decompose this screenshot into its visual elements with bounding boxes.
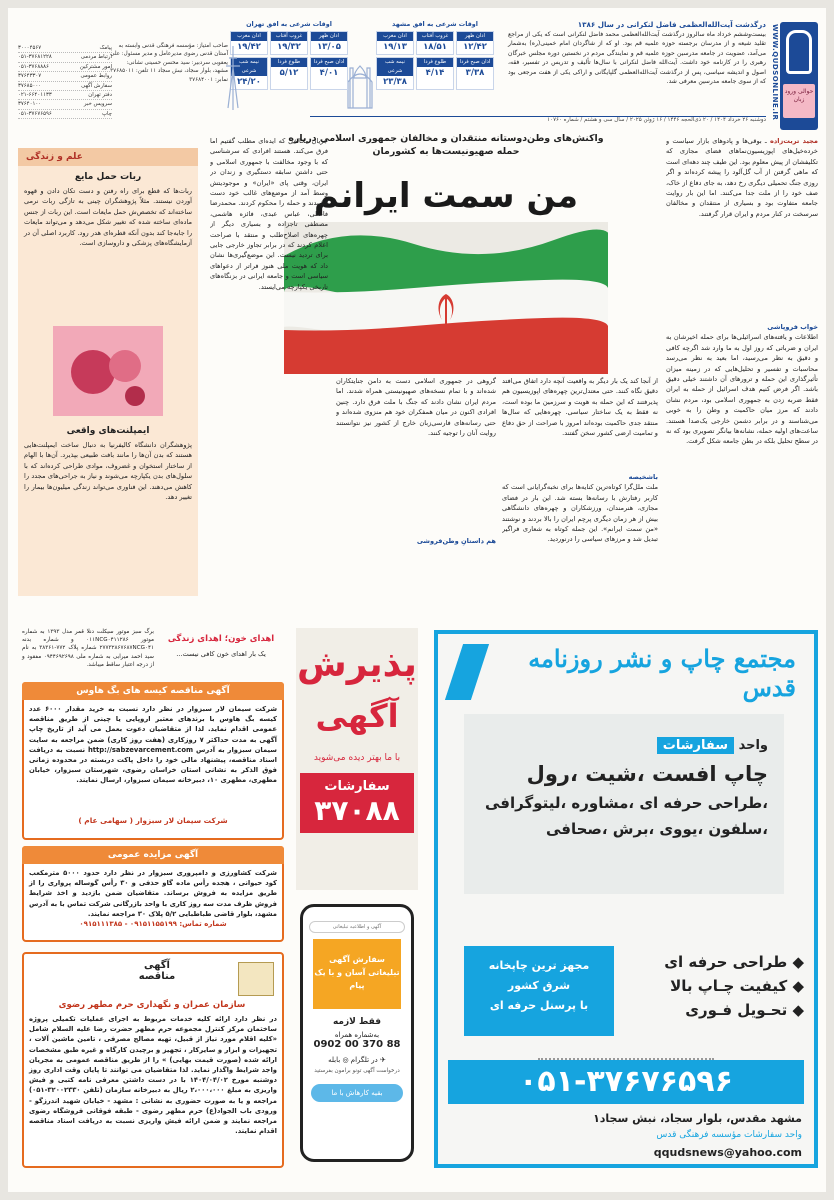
shrine-logo-icon	[238, 962, 274, 996]
prayer-value: ۱۲/۴۲	[463, 42, 487, 52]
subheading: خواب فروپاشی	[767, 323, 818, 331]
prayer-label: اذان ظهر	[457, 32, 493, 41]
prayer-times-mashhad	[376, 20, 494, 116]
tag-panel	[464, 946, 614, 1036]
print-email[interactable]: qqudsnews@yahoo.com	[653, 1146, 802, 1159]
prayer-label: اذان صبح فردا	[457, 58, 493, 67]
prayer-value: ۳/۳۸	[465, 68, 485, 78]
services-line: چاپ افست ،شیت ،رول	[526, 762, 768, 786]
prayer-city: اوقات شرعی به افق تهران	[246, 20, 332, 28]
body-paragraph: اطلاعات و یافته‌های اسرائیلی‌ها برای حمله اخیرشان به ایران و ضرباتی که روز اول به ما وارد شد اگرچه کافی و دقیق به نظر می‌رسید، اما بعید به نظر می‌رسد محاسبات و تفسیر و تحلیل‌هایی که در زمینه میزان تأثیرگذاری این حمله و ترورهای آن داشتند خیلی دقیق باشد. اگر فرض کنیم هدف اسرائیل از حمله به ایران فقط ضربه زدن به جمهوری اسلامی بود، مردم نشان دادند که مرز میان حاکمیت و وطن را به خوبی می‌شناسند و در برابر دشمن خارجی یک‌صدا هستند. ساعت‌های اولیه حمله، نشانه‌ها بیانگر تصویری بود که نه در سطح تحلیل بلکه در بطن جامعه شکل گرفت.	[666, 333, 818, 446]
prayer-value: ۱۸/۵۱	[423, 42, 447, 52]
contact-key: پیامک	[99, 45, 112, 51]
phone-ad-card: سفارش آگهی تبلیغاتی آسان و با یک پیام	[313, 939, 401, 1009]
quds-logo[interactable]	[780, 22, 818, 130]
lead-paragraph	[666, 136, 818, 316]
lead-text: ـ بوقی‌ها و پادوهای بازار سیاست و خرده‌خیل‌های اپوزیسیون‌نماهای فضای مجازی که تکلیفشان از پیش معلوم بود. این طیف چند دهه‌ای است که ماهی گرفتن از آب گل‌آلود را پیشه کرده‌اند و اگر روزی جنگ تحمیلی دیگری رخ دهد، به جای دفاع از خاک، صف خود را از ملت جدا می‌کنند. اما این بار روایت جامعه متفاوت بود و بسیاری از منتقدان و مخالفان سرسخت در کنار مردم و ایران قرار گرفتند.	[666, 137, 818, 218]
prayer-label: طلوع فردا	[417, 58, 453, 67]
contact-key: ارتباط مردمی	[80, 54, 112, 61]
contact-value: ۰۲۱-۶۶۴۰۱۱۳۳	[18, 92, 52, 99]
contact-key: سرویس خبر	[83, 101, 112, 108]
prayer-value: ۱۹/۱۳	[383, 42, 407, 52]
tag-line: شرق کشور	[507, 979, 571, 992]
phone-number[interactable]: 0902 00 370 88	[313, 1039, 401, 1050]
prayer-label: اذان مغرب	[377, 32, 413, 41]
science-title: ربات حمل مایع	[74, 172, 142, 182]
benefit-text: تحـویل فـوری	[685, 1001, 788, 1019]
orders-label: سفارشات	[657, 737, 734, 754]
prayer-value: ۴/۱۴	[425, 68, 445, 78]
anniversary-title: درگذشت آیت‌الله‌العظمی فاضل لنکرانی در سال ۱۳۸۶	[577, 20, 766, 29]
section-label: علم و زندگی	[18, 148, 198, 166]
prayer-label: طلوع فردا	[271, 58, 307, 67]
prayer-value: ۴/۰۱	[319, 68, 339, 78]
prayer-label: اذان ظهر	[311, 32, 347, 41]
author-name: مجید تربت‌زاده	[769, 137, 818, 145]
orders-line	[657, 738, 768, 753]
blood-donation-box	[22, 628, 280, 678]
acceptance-phone[interactable]: ۳۷۰۸۸	[314, 794, 400, 827]
phone-search-bar[interactable]: آگهی و اطلاعیه تبلیغاتی	[309, 921, 405, 933]
dateline: دوشنبه ۲۶ خرداد ۱۴۰۴ / ۲۰ ذی‌الحجه ۱۴۴۶ / ۱۶ ژوئن ۲۰۲۵ / سال سی و هشتم / شماره ۱۰۷۶۰	[310, 116, 766, 126]
contact-row	[18, 72, 112, 81]
contact-value: ۳۷۶۴۳۳۰۷	[18, 73, 42, 80]
anniversary-text: بیست‌وششم خرداد ماه سالروز درگذشت آیت‌الله‌العظمی محمد فاضل لنکرانی است که یکی از مراجع تقلید شیعه و از مدرسان برجسته حوزه علمیه قم بود. او که از شاگردان امام خمینی(ره) به‌شمار می‌آمد، عضویت در جامعه مدرسین حوزه علمیه قم و نمایندگی مردم در نخستین دوره مجلس خبرگان رهبری را در کارنامه خود داشت. آیت‌الله فاضل لنکرانی با سال‌ها تألیف و تدریس در تفسیر، فقه، اصول و اندیشه سیاسی، پس از درگذشت آیت‌الله‌العظمی گلپایگانی و اراکی یکی از هفت مرجعی بود که از سوی جامعه مدرسین معرفی شد.	[508, 31, 766, 86]
robot-liquid-image	[53, 326, 163, 416]
shrine-heading-2: مناقصه	[138, 971, 176, 982]
tender-ad-baghouse	[22, 682, 284, 840]
acceptance-orders: سفارشات	[324, 779, 390, 794]
tag-line: با پرسنل حرفه ای	[489, 999, 589, 1012]
contact-value: ۰۵۱-۳۷۶۸۸۸۶	[18, 63, 49, 70]
blood-title: اهدای خون؛ اهدای زندگی	[167, 634, 275, 644]
contact-value: ۳۷۶۸۵۰۰۰	[18, 82, 42, 89]
pink-label: حوالی ورود زبان	[783, 84, 815, 118]
phone-channels	[303, 1056, 411, 1064]
bale-icon: ◎	[342, 1056, 349, 1064]
body-paragraph: ملت ملل‌گرا کوتاه‌ترین کنایه‌ها برای نخبه‌گرایانی است که کاربر رفتارش با رسانه‌ها بسته شد. این بار در فضای مجازی، هنرمندان، ورزشکاران و چهره‌های دانشگاهی بیش از هر زمان دیگری پرچم ایران را بالا بردند و نوشتند «من سمت ایرانم». این جمله کوتاه به شعاری فراگیر تبدیل شد و مرزهای سیاسی را درنوردید.	[502, 483, 658, 544]
tag-line: مجهز ترین چاپخانه	[488, 959, 590, 972]
contact-key: دفتر تهران	[88, 92, 112, 99]
story-column-2	[502, 376, 658, 584]
print-phone[interactable]: ۰۵۱-۳۷۶۷۶۵۹۶	[448, 1060, 804, 1104]
tender-title: آگهی مناقصه کیسه های بگ هاوس	[22, 682, 284, 700]
iran-flag-image	[284, 222, 608, 374]
benefit-item: ◆ طراحی حرفه ای	[664, 953, 804, 971]
body-paragraph: گروهی در جمهوری اسلامی دست به دامن جنایتکاران شده‌اند و با تمام نسخه‌های صهیونیستی همراه شدند. اما مردم ایران نشان دادند که جنگ با ملت فرق دارد. چنین افرادی اکنون در میان همفکران خود هم منزوی شده‌اند و حتی رسانه‌های فارسی‌زبان خارج از کشور نیز نتوانستند روایت آنان را توجیه کنند.	[336, 377, 496, 438]
lost-document-notice: برگ سبز موتور سیکلت دنلا قمر مدل ۱۳۹۳ به شماره موتور ۰۱۱NCG۰۴۱۱۲۸۶ و شماره بدنه ۲۷۷۳۲۸۶۷۶۸۷NCG۰۴۱ شماره پلاک ۷۷۲-۳۸۳۶۱ به نام سید احمد میرابی به شماره ملی ۰۹۴۴۶۹۲۶۹۸ مفقود و از درجه اعتبار ساقط میباشد.	[22, 629, 155, 668]
prayer-label: اذان صبح فردا	[311, 58, 347, 67]
contact-list	[18, 44, 112, 119]
contact-value: ۰۵۱-۳۷۶۷۶۵۹۶	[18, 110, 52, 117]
body-paragraph: از آنجا کند یک بار دیگر به واقعیت آنچه دارد اتفاق می‌افتد دقیق نگاه کنند. حتی معتدل‌ترین چهره‌های اپوزیسیون هم پذیرفتند که این حمله به هویت و سرزمین ما بوده است، نه فقط به یک ساختار سیاسی. چهره‌هایی که سال‌ها منتقد جدی حاکمیت بوده‌اند امروز با صراحت از حق دفاع و تمامیت ارضی کشور سخن گفتند.	[502, 377, 658, 438]
story-headline[interactable]: من سمت ایرانم	[313, 176, 579, 216]
print-unit-name: واحد سفارشات مؤسسه فرهنگی قدس	[656, 1130, 802, 1140]
benefit-list	[634, 950, 804, 1022]
contact-row	[18, 110, 112, 119]
ornament	[538, 1030, 714, 1060]
story-kicker: واکنش‌های وطن‌دوستانه منتقدان و مخالفان جمهوری اسلامی درباره حمله صهیونیست‌ها به کشورمان	[288, 133, 604, 157]
shrine-heading	[122, 960, 192, 982]
prayer-times-tehran	[230, 20, 348, 116]
contact-row	[18, 53, 112, 62]
newspaper-page	[8, 8, 826, 1192]
bale-label[interactable]: بابله	[328, 1056, 341, 1064]
subheading: باشخیصه	[628, 473, 658, 481]
auction-phone[interactable]: شماره تماس: ۰۹۱۵۱۱۵۵۱۹۹ - ۰۹۱۵۱۱۱۳۸۵	[79, 920, 227, 928]
benefit-text: کیفیت چـاپ بالا	[670, 977, 788, 995]
science-box	[18, 166, 198, 596]
phone-only-label: فقط لازمه	[332, 1017, 382, 1027]
benefit-text: طراحی حرفه ای	[664, 953, 788, 971]
phone-mockup-ad[interactable]	[300, 904, 414, 1162]
contact-value: ۳۷۶۴۰۱۰۰	[18, 101, 42, 108]
contact-row	[18, 91, 112, 100]
ad-acceptance-banner[interactable]	[296, 628, 418, 890]
site-url[interactable]: WWW.QUDSONLINE.IR	[771, 24, 779, 121]
contact-key: روابط عمومی	[80, 73, 112, 80]
shrine-body: در نظر دارد ارائه کلیه خدمات مربوط به اجرای عملیات تکمیلی پروژه ساختمان مرکز کنترل مجموعه حرم مطهر حضرت رضا علیه السلام شامل «کلیه اقلام مورد نیاز از قبیل، تهیه مصالح مصرفی ، تامین ماشین آلات ، تجهیزات و ابزار و سایرکار ، تجهیز و برچیدن کارگاه و غیره طبق مشخصات ارائه شده (صورت قیمت بهایی) » را از طریق مناقصه عمومی به مجریان واجد شرایط واگذار نماید. لذا متقاضیان می توانند تا پایان وقت اداری روز دوشنبه مورخ ۱۴۰۴/۰۴/۰۲ با در دست داشتن معرفی نامه کتبی و فیش واریزی به مبلغ ۲،۰۰۰،۰۰۰ ریال به دبیرخانه سازمان (تلفن ۳۲۰۰۲۳۳۰-۰۵۱) مراجعه و یا به صورت حضوری به نشانی : مشهد - خیابان شهید اندرزگو - ورودی باب الجواد(ع) حرم مطهر رضوی - طبقه فوقانی فروشگاه رضوی مراجعه نمایند و ضمن ارائه فیش واریزی نسبت به دریافت اسناد مناقصه اقدام نمایند.	[29, 1015, 278, 1136]
science-text: ربات‌ها که قطع برای راه رفتن و دست تکان دادن و قهوه آوردن نیستند. مثلاً پژوهشگران چینی به تازگی ربات نرمی ساخته‌اند که تخصص‌ش حمل مایعات است. این ربات از جنس ماده‌ای ساخته شده که تغییر شکل می‌دهد و می‌تواند مایعات را جابه‌جا کند بدون آنکه قطره‌ای هدر رود. کاربرد اصلی آن در آزمایشگاه‌های پزشکی و داروسازی است.	[24, 187, 192, 248]
contact-row	[18, 100, 112, 109]
blood-subtitle: یک بار اهدای خون کافی نیست...	[176, 650, 266, 658]
prayer-value: ۲۳/۳۸	[383, 77, 407, 87]
science-text: پژوهشگران دانشگاه کالیفرنیا به دنبال ساخت ایمپلنت‌هایی هستند که بدن آن‌ها را مانند بافت طبیعی بپذیرد. آن‌ها با الهام از ساختار استخوان و غضروف، موادی طراحی کرده‌اند که با سلول‌های بدن یکپارچه می‌شوند و نیاز به جراحی‌های مجدد را کاهش می‌دهند. این فناوری می‌تواند زندگی میلیون‌ها بیمار را تغییر دهد.	[24, 441, 192, 502]
prayer-label: نیمه شب شرعی	[231, 58, 267, 76]
phone-request-text: درخواست آگهی تونو برامون بفرستید	[314, 1068, 400, 1074]
logo-mark	[786, 30, 812, 74]
prayer-value: ۲۴/۲۰	[237, 77, 261, 87]
contact-row	[18, 82, 112, 91]
benefit-item: ◆ تحـویل فـوری	[685, 1001, 804, 1019]
phone-cta-button[interactable]: بقیه کارهاش با ما	[311, 1084, 403, 1102]
contact-value: ۰۵۱-۳۷۶۸۱۲۲۸	[18, 54, 52, 61]
auction-body: شرکت کشاورزی و دامپروری سبزوار در نظر دارد حدود ۵۰۰۰ مترمکعب کود حیوانی ، هجده رأس ماده گاو حذفی و ۳۰ رأس گوساله پرواری را از طریق مزایده به فروش برساند. متقاضیان ضمن بازدید و اخذ شرایط فروش ظرف مدت سه روز کاری با واحد بازرگانی شرکت تماس با به آدرس مشهد، بلوار قاضی طباطبایی ۵/۲ پلاک ۳۰ مراجعه نمایند.	[29, 869, 277, 918]
prayer-value: ۵/۱۲	[279, 68, 299, 78]
tender-company: شرکت سیمان لار سبزوار ( سهامی عام )	[78, 816, 228, 825]
acceptance-title: پذیرش	[297, 644, 417, 685]
auction-ad	[22, 846, 284, 942]
contact-key: چاپ	[101, 110, 112, 117]
prayer-label: نیمه شب شرعی	[377, 58, 413, 76]
prayer-label: غروب آفتاب	[271, 32, 307, 41]
unit-label: واحد	[738, 738, 768, 753]
prayer-value: ۱۳/۰۵	[317, 42, 341, 52]
shrine-tender-ad	[22, 952, 284, 1168]
prayer-city: اوقات شرعی به افق مشهد	[392, 20, 478, 28]
contact-key: سفارش آگهی	[81, 82, 112, 89]
auction-title: آگهی مزایده عمومی	[22, 846, 284, 864]
prayer-label: اذان مغرب	[231, 32, 267, 41]
body-paragraph: جریان مخالفی که ایده‌ای مطلب گفتیم اما فرق می‌کند. هستند افرادی که سرشناسی که با وجود مخالفت با جمهوری اسلامی و حتی داشتن سابقه دستگیری و زندان در ایران، وقتی پای «ایران» و موجودیتش وسط آمد از موضع‌های غالب خود دست کشیدند و حمله را محکوم کردند. محمدرضا فاضلی، عباس عبدی، فائزه هاشمی، مصطفی تاجزاده و بسیاری دیگر از چهره‌های اصلاح‌طلب و منتقد با صراحت اعلام کردند که در برابر تجاوز خارجی جایی برای تردید نیست. این موضع‌گیری‌ها نشان داد که هویت ملی هنوز فراتر از دعواهای سیاسی است و جامعه ایرانی در بزنگاه‌های تاریخی یکپارچه می‌ایستد.	[210, 137, 328, 291]
story-column-3	[336, 376, 496, 546]
contact-value: ۳۰۰۰۴۵۶۷	[18, 45, 42, 51]
shrine-heading-1: آگهی	[144, 960, 170, 971]
services-line: ،طراحی حرفه ای ،مشاوره ،لیتوگرافی	[485, 794, 768, 812]
contact-row	[18, 63, 112, 72]
prayer-value: ۱۹/۳۲	[277, 42, 301, 52]
mosque-icon	[346, 48, 374, 110]
science-title: ایمپلنت‌های واقعی	[66, 426, 150, 436]
telegram-icon: ✈	[380, 1056, 386, 1064]
contact-row	[18, 44, 112, 53]
acceptance-slogan: با ما بهتر دیده می‌شوید	[313, 753, 401, 763]
story-column-4	[210, 136, 328, 596]
services-line: ،سلفون ،یووی ،برش ،صحافی	[545, 820, 768, 838]
contact-key: امور مشترکین	[79, 63, 112, 70]
publisher-info: صاحب امتیاز: مؤسسه فرهنگی قدس وابسته به آستان قدس رضوی مدیرعامل و مدیر مسئول: علی یعقوبی سردبیر: سید محسن حسینی نشانی: مشهد، بلوار سجاد، نبش سجاد ۱۱ تلفن: ۳۷۶۸۵۰۱۱ نمابر: ۳۷۶۸۴۰۰۱	[110, 43, 228, 83]
print-address: مشهد مقدس، بلوار سجاد، نبش سجاد۱	[593, 1112, 802, 1125]
acceptance-subtitle: آگهی	[315, 697, 399, 735]
tender-body: شرکت سیمان لار سبزوار در نظر دارد نسبت به خرید مقدار ۶۰۰۰ عدد کیسه بگ هاوس با برندهای معتبر اروپایی یا چینی از طریق مناقصه عمومی اقدام نماید. لذا از متقاضیان دعوت بعمل می آید از تاریخ چاپ آگهی به مدت حداکثر ۷ روزکاری (هفت روز کاری) ضمن مراجعه به سایت سیمان سبزوار به آدرس http://sabzevarcement.com نسبت به دریافت اسناد مناقصه، پیشنهاد مالی خود را داخل پاکت دربسته در محدوده زمانی فوق الذکر به نشانی استان خراسان رضوی، شهرستان سبزوار، خیابان مطهری، مطهری ۱۰، دبیرخانه سیمان سبزوار، ارسال نمایند.	[29, 705, 278, 785]
print-ad-title: مجتمع چاپ و نشر روزنامه قدس	[528, 644, 796, 702]
subheading: هم داستانِ وطن‌فروشی	[416, 537, 496, 545]
prayer-label: غروب آفتاب	[417, 32, 453, 41]
benefit-item: ◆ کیفیت چـاپ بالا	[670, 977, 804, 995]
telegram-label[interactable]: در تلگرام	[350, 1056, 378, 1064]
print-shop-ad[interactable]	[434, 630, 818, 1168]
shrine-org: سازمان عمران و نگهداری حرم مطهر رضوی	[58, 1000, 246, 1010]
prayer-value: ۱۹/۴۲	[237, 42, 261, 52]
phone-number-label: به‌شماره همراه	[334, 1031, 380, 1039]
